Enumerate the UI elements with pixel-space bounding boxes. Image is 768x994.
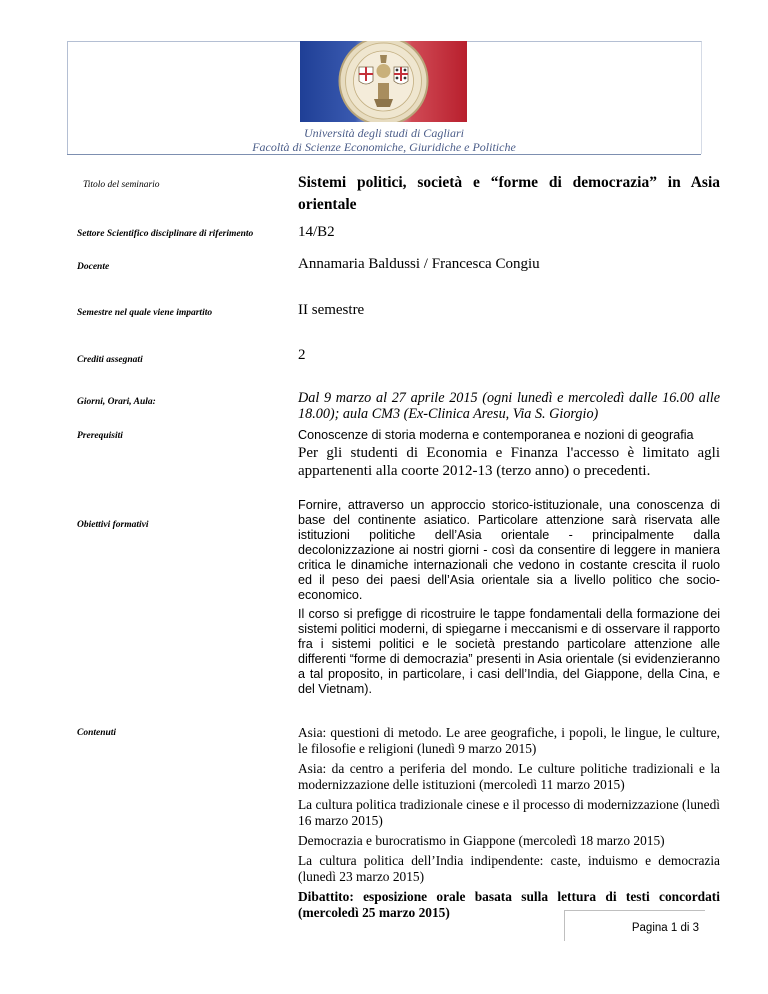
header-rule (67, 154, 701, 155)
value-semestre: II semestre (298, 302, 365, 318)
label-prerequisiti: Prerequisiti (77, 431, 123, 441)
university-name: Università degli studi di Cagliari (303, 126, 464, 140)
value-contenuti (298, 725, 720, 925)
seal-emblem-icon (300, 41, 467, 122)
faculty-name: Facoltà di Scienze Economiche, Giuridiche e Politiche (252, 140, 516, 154)
value-docente: Annamaria Baldussi / Francesca Congiu (298, 256, 540, 272)
university-seal (300, 41, 467, 122)
contenuti-item-dibattito: Dibattito: esposizione orale basata sulla lettura di testi concordati (mercoledì 25 marzo 2015) (298, 889, 720, 920)
contenuti-item: Asia: questioni di metodo. Le aree geografiche, i popoli, le lingue, le culture, le filosofie e religioni (lunedì 9 marzo 2015) (298, 725, 720, 756)
value-prerequisiti-line2: Per gli studenti di Economia e Finanza l'accesso è limitato agli appartenenti alla coorte 2012-13 (terzo anno) o precedenti. (298, 445, 720, 479)
label-docente: Docente (77, 262, 110, 272)
value-giorni: Dal 9 marzo al 27 aprile 2015 (ogni lunedì e mercoledì dalle 16.00 alle 18.00); aula CM3 (Ex-Clinica Aresu, Via S. Giorgio) (298, 390, 720, 422)
label-settore: Settore Scientifico disciplinare di riferimento (77, 229, 254, 239)
label-crediti: Crediti assegnati (77, 355, 143, 365)
page-footer (564, 910, 705, 941)
contenuti-item: Democrazia e burocratismo in Giappone (mercoledì 18 marzo 2015) (298, 833, 665, 848)
contenuti-item: Asia: da centro a periferia del mondo. Le culture politiche tradizionali e la modernizzazione delle istituzioni (mercoledì 11 marzo 2015) (298, 761, 720, 792)
label-semestre: Semestre nel quale viene impartito (77, 308, 213, 318)
label-obiettivi: Obiettivi formativi (77, 520, 149, 530)
value-settore: 14/B2 (298, 224, 335, 240)
obiettivi-paragraph-1: Fornire, attraverso un approccio storico-istituzionale, una conoscenza di base del continente asiatico. Particolare attenzione sarà riservata alle istituzioni politiche dell’Asia orientale - principalmente dalla decolonizzazione ai nostri giorni - così da consentire di leggere in maniera critica le dinamiche internazionali che vedono in costante crescita il ruolo ed il peso dei paesi dell’Asia orientale sia a livello politico che socio-economico. (298, 498, 720, 602)
contenuti-item: La cultura politica tradizionale cinese e il processo di modernizzazione (lunedì 16 marzo 2015) (298, 797, 720, 828)
label-giorni: Giorni, Orari, Aula: (77, 397, 156, 407)
value-crediti: 2 (298, 347, 306, 363)
page-number: Pagina 1 di 3 (631, 922, 699, 934)
contenuti-item: La cultura politica dell’India indipendente: caste, induismo e democrazia (lunedì 23 marzo 2015) (298, 853, 720, 884)
value-obiettivi (298, 498, 720, 701)
obiettivi-paragraph-2: Il corso si prefigge di ricostruire le tappe fondamentali della formazione dei sistemi politici moderni, di spiegarne i meccanismi e di osservare il rapporto fra i sistemi politici e le società prestando particolare attenzione alle differenti “forme di democrazia” presenti in Asia orientale (si evidenzieranno a tal proposito, in particolare, i casi dell’India, del Giappone, della Cina, e del Vietnam). (298, 607, 720, 696)
label-titolo: Titolo del seminario (83, 180, 160, 190)
value-titolo: Sistemi politici, società e “forme di democrazia” in Asia orientale (298, 174, 720, 213)
value-prerequisiti-line1: Conoscenze di storia moderna e contemporanea e nozioni di geografia (298, 428, 694, 442)
label-contenuti: Contenuti (77, 728, 117, 738)
